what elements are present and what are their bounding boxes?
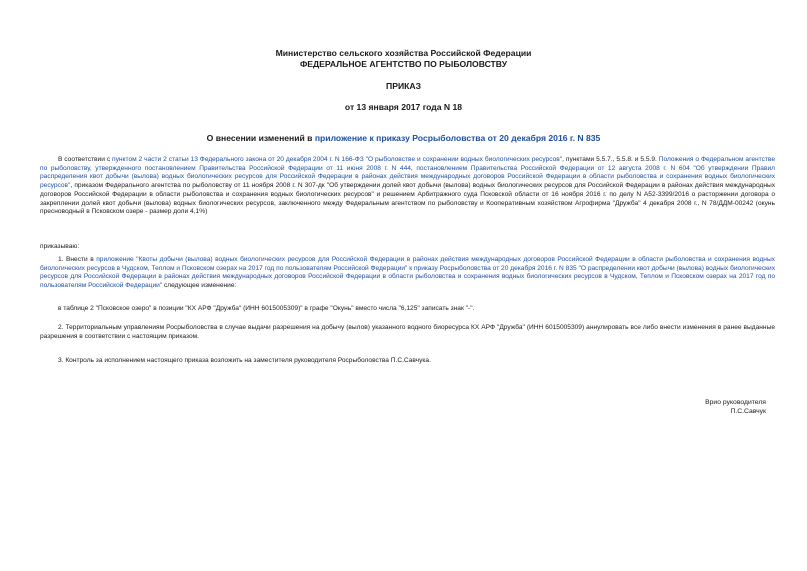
preamble-text-2: , пунктами 5.5.7., 5.5.8. и 5.5.9. (562, 156, 659, 163)
preamble-text-4: , приказом Федерального агентства по рыболовству от 11 ноября 2008 г. N 307-дк "Об утверждении долей квот добычи (вылова) водных биологических ресурсов для Российской Федерации в районах действия международных договоров Российской Федерации в области рыболовства и сохранения водных биологических ресурсов" и решением Арбитражного суда Псковской области от 16 ноября 2016 г. по делу N А52-3399/2016 о расторжении договора о закреплении долей квот добычи (вылова) водных биологических ресурсов, заключенного между Федеральным агентством по рыболовству и Кооперативным хозяйством Агрофирма "Дружба" 4 декабря 2008 г., N 78/ДДМ-00242 (окунь пресноводный в Псковском озере - размер доли 4,1%) (40, 182, 775, 216)
preamble-paragraph (40, 156, 775, 217)
title-text: О внесении изменений в (206, 133, 315, 143)
signature-role: Врио руководителя (705, 399, 766, 406)
link-annex[interactable]: приложение "Квоты добычи (вылова) водных биологических ресурсов для Российской Федерации в районах действия международных договоров Российской Федерации в области рыболовства и сохранения водных биологических ресурсов в Чудском, Теплом и Псковском озерах на 2017 год по пользователям Российской Федерации" к приказу Росрыболовства от 20 декабря 2016 г. N 835 "О распределении квот добычи (вылова) водных биологических ресурсов для Российской Федерации в районах действия международных договоров Российской Федерации в области рыболовства и сохранения водных биологических ресурсов в Чудском, Теплом и Псковском озерах на 2017 год по пользователям Российской Федерации" (40, 256, 775, 290)
link-agency-regulation[interactable]: Положения о Федеральном агентстве по рыболовству, утвержденного постановлением Правительства Российской Федерации от 11 июня 2008 г. N 444 (40, 156, 776, 172)
link-federal-law[interactable]: пунктом 2 части 2 статьи 13 Федерального закона от 20 декабря 2004 г. N 166-ФЗ "О рыболовстве и сохранении водных биологических ресурсов" (112, 156, 563, 163)
item-1-paragraph (40, 256, 775, 291)
change-paragraph: в таблице 2 "Псковское озеро" в позиции "КХ АРФ "Дружба" (ИНН 6015005309)" в графе "Окунь" вместо числа "6,125" записать знак "-". (58, 305, 475, 312)
item-1-text-1: 1. Внести в (58, 256, 97, 263)
item-2-paragraph: 2. Территориальным управлениям Росрыболовства в случае выдачи разрешения на добычу (вылов) указанного водного биоресурса КХ АРФ "Дружба" (ИНН 6015005309) аннулировать все либо внести изменения в ранее выданные разрешения в соответствии с настоящим приказом. (40, 324, 775, 340)
document-type: ПРИКАЗ (386, 81, 421, 91)
ministry-name: Министерство сельского хозяйства Российской Федерации (275, 48, 532, 58)
preamble-text-3: , (410, 164, 417, 172)
item-1-text-2: следующее изменение: (162, 282, 237, 290)
order-word: приказываю: (40, 243, 80, 250)
preamble-text-1: В соответствии с (58, 156, 113, 163)
document-title (0, 133, 807, 144)
title-link[interactable]: приложение к приказу Росрыболовства от 20 декабря 2016 г. N 835 (314, 133, 601, 143)
agency-name: ФЕДЕРАЛЬНОЕ АГЕНТСТВО ПО РЫБОЛОВСТВУ (299, 59, 508, 69)
signature-name: П.С.Савчук (730, 408, 766, 415)
link-government-decree[interactable]: постановлением Правительства Российской Федерации от 12 августа 2008 г. N 604 "Об утверждении Правил распределения квот добычи (вылова) водных биологических ресурсов для Российской Федерации в районах действия международных договоров Российской Федерации в области рыболовства и сохранения водных биологических ресурсов" (40, 164, 775, 190)
document-date-number: от 13 января 2017 года N 18 (344, 102, 463, 112)
item-3-paragraph: 3. Контроль за исполнением настоящего приказа возложить на заместителя руководителя Росрыболовства П.С.Савчука. (58, 357, 431, 364)
